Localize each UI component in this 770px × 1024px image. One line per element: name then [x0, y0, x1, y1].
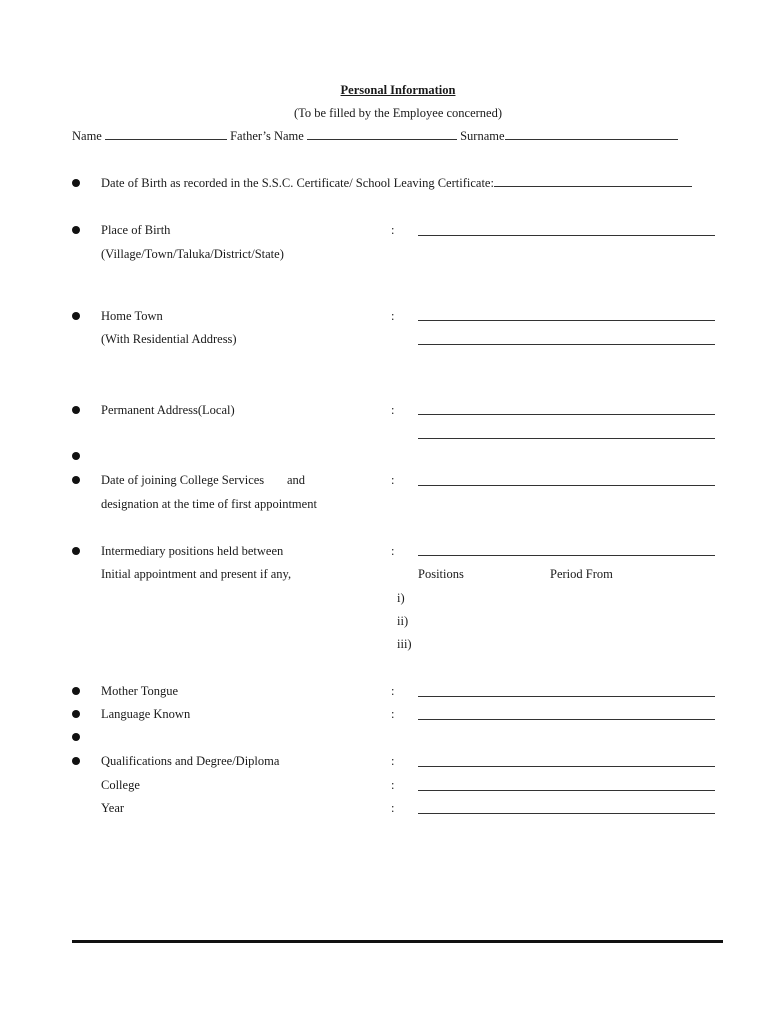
mother-tongue-label: Mother Tongue — [101, 684, 179, 698]
colon: : — [391, 801, 395, 815]
bullet-icon — [72, 757, 80, 765]
place-of-birth-field[interactable] — [418, 235, 715, 236]
colon: : — [391, 223, 395, 237]
colon: : — [391, 309, 395, 323]
home-town-label: Home Town — [101, 309, 163, 323]
colon: : — [391, 544, 395, 558]
place-of-birth-label: Place of Birth — [101, 223, 171, 237]
bullet-icon — [72, 226, 80, 234]
surname-label: Surname — [460, 129, 505, 143]
bullet-icon — [72, 179, 80, 187]
qualifications-field[interactable] — [418, 766, 715, 767]
college-label: College — [101, 778, 140, 792]
colon: : — [391, 707, 395, 721]
year-label: Year — [101, 801, 125, 815]
dob-label: Date of Birth as recorded in the S.S.C. Certificate/ School Leaving Certificate: — [101, 176, 494, 190]
permanent-address-field-1[interactable] — [418, 414, 715, 415]
period-from-column-label: Period From — [550, 567, 613, 581]
qualifications-label: Qualifications and Degree/Diploma — [101, 754, 280, 768]
language-known-field[interactable] — [418, 719, 715, 720]
surname-field[interactable] — [505, 128, 678, 140]
intermediary-sublabel: Initial appointment and present if any, — [101, 567, 292, 581]
positions-column-label: Positions — [418, 567, 464, 581]
form-title: Personal Information — [340, 83, 456, 97]
permanent-address-field-2[interactable] — [418, 438, 715, 439]
roman-item-2: ii) — [397, 614, 409, 628]
bullet-icon — [72, 452, 80, 460]
fathers-name-field[interactable] — [307, 128, 457, 140]
intermediary-field[interactable] — [418, 555, 715, 556]
colon: : — [391, 403, 395, 417]
bullet-icon — [72, 547, 80, 555]
language-known-label: Language Known — [101, 707, 191, 721]
name-label: Name — [72, 129, 102, 143]
bullet-icon — [72, 312, 80, 320]
bullet-icon — [72, 710, 80, 718]
colon: : — [391, 684, 395, 698]
intermediary-label: Intermediary positions held between — [101, 544, 284, 558]
date-of-joining-and: and — [287, 473, 306, 487]
bullet-icon — [72, 733, 80, 741]
roman-item-1: i) — [397, 591, 405, 605]
dob-field[interactable] — [494, 175, 692, 187]
fathers-name-label: Father’s Name — [230, 129, 304, 143]
roman-item-3: iii) — [397, 637, 412, 651]
colon: : — [391, 778, 395, 792]
bullet-icon — [72, 687, 80, 695]
date-of-joining-field[interactable] — [418, 485, 715, 486]
college-field[interactable] — [418, 790, 715, 791]
home-town-field-1[interactable] — [418, 320, 715, 321]
form-subtitle: (To be filled by the Employee concerned) — [293, 106, 503, 120]
name-row — [72, 128, 678, 144]
dob-row — [101, 175, 692, 191]
home-town-field-2[interactable] — [418, 344, 715, 345]
year-field[interactable] — [418, 813, 715, 814]
home-town-sublabel: (With Residential Address) — [101, 332, 237, 346]
bullet-icon — [72, 476, 80, 484]
colon: : — [391, 754, 395, 768]
mother-tongue-field[interactable] — [418, 696, 715, 697]
footer-divider — [72, 940, 723, 943]
permanent-address-label: Permanent Address(Local) — [101, 403, 235, 417]
name-field[interactable] — [105, 128, 227, 140]
place-of-birth-sublabel: (Village/Town/Taluka/District/State) — [101, 247, 284, 261]
date-of-joining-sublabel: designation at the time of first appointment — [101, 497, 317, 511]
colon: : — [391, 473, 395, 487]
date-of-joining-label: Date of joining College Services — [101, 473, 265, 487]
bullet-icon — [72, 406, 80, 414]
